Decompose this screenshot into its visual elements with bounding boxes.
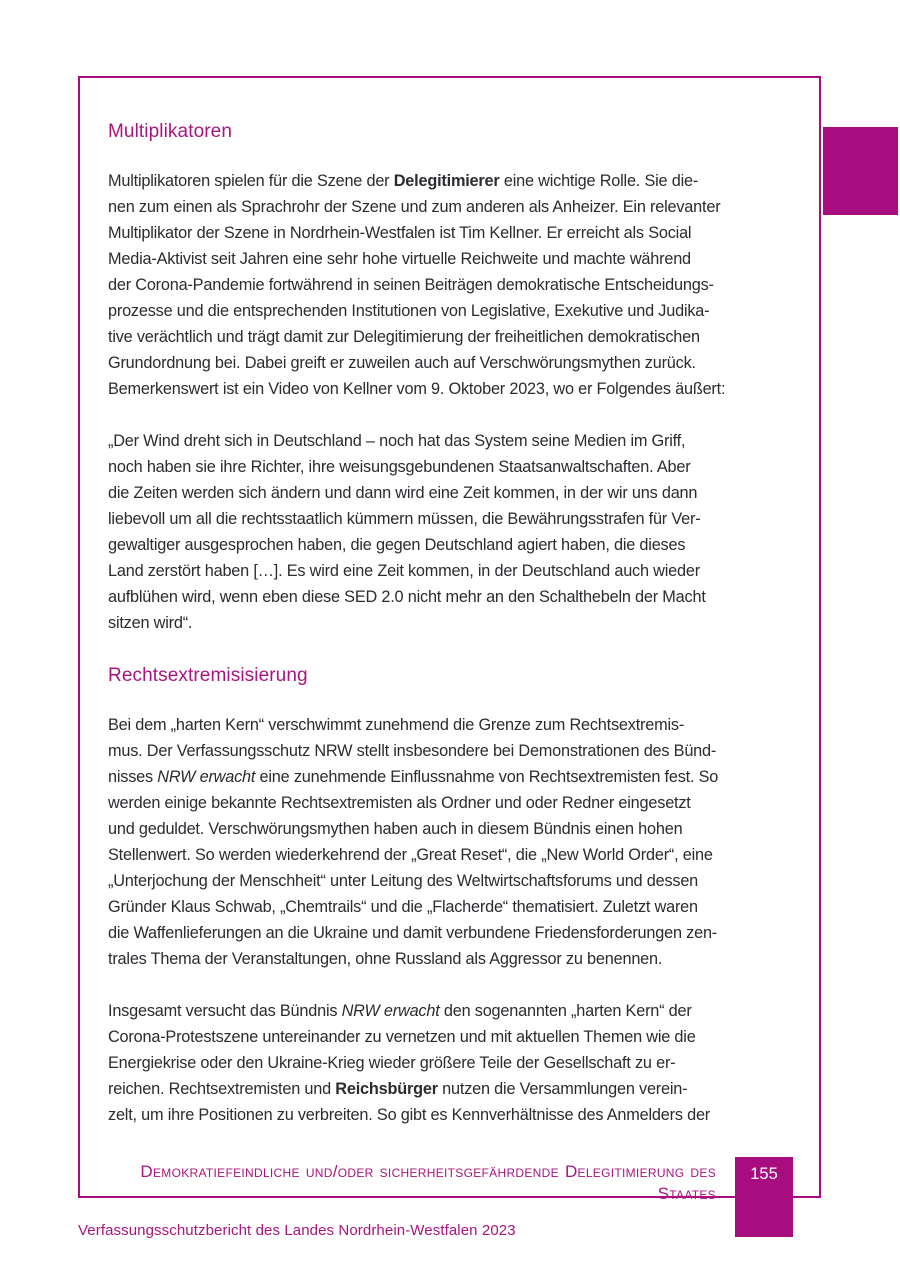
paragraph: Multiplikatoren spielen für die Szene der Delegitimierer eine wichtige Rolle. Sie die- nen zum einen als Sprachrohr der Szene und zum anderen als Anheizer. Ein relevanter Multiplikator der Szene in Nordrhein-Westfalen ist Tim Kellner. Er erreicht als Social Media-Aktivist seit Jahren eine sehr hohe virtuelle Reichweite und machte während der Corona-Pandemie fortwährend in seinen Beiträgen demokratische Entscheidungs- prozesse und die entsprechenden Institutionen von Legislative, Exekutive und Judika- tive verächtlich und trägt damit zur Delegitimierung der freiheitlichen demokratischen Grundordnung bei. Dabei greift er zuweilen auch auf Verschwörungsmythen zurück. Bemerkenswert ist ein Video von Kellner vom 9. Oktober 2023, wo er Folgendes äußert: [108,172,726,398]
section-heading: Multiplikatoren [108,121,232,142]
paragraph: Insgesamt versucht das Bündnis NRW erwacht den sogenannten „harten Kern“ der Corona-Protestszene untereinander zu vernetzen und mit aktuellen Themen wie die Energiekrise oder den Ukraine-Krieg wieder größere Teile der Gesellschaft zu er- reichen. Rechtsextremisten und Reichsbürger nutzen die Versammlungen verein- zelt, um ihre Positionen zu verbreiten. So gibt es Kennverhältnisse des Anmelders der [108,1002,711,1124]
paragraph: Bei dem „harten Kern“ verschwimmt zunehmend die Grenze zum Rechtsextremis- mus. Der Verfassungsschutz NRW stellt insbesondere bei Demonstrationen des Bünd- nisses NRW erwacht eine zunehmende Einflussnahme von Rechtsextremisten fest. So werden einige bekannte Rechtsextremisten als Ordner und oder Redner eingesetzt und geduldet. Verschwörungsmythen haben auch in diesem Bündnis einen hohen Stellenwert. So werden wiederkehrend der „Great Reset“, die „New World Order“, eine „Unterjochung der Menschheit“ unter Leitung des Weltwirtschaftsforums und dessen Gründer Klaus Schwab, „Chemtrails“ und die „Flacherde“ thematisiert. Zuletzt waren die Waffenlieferungen an die Ukraine und damit verbundene Friedensforderungen zen- trales Thema der Veranstaltungen, ohne Russland als Aggressor zu benennen. [108,716,719,968]
section-heading: Rechtsextremisisierung [108,665,308,686]
page-number: 155 [750,1165,778,1183]
page-number-badge [735,1157,793,1237]
article-body [108,120,814,1128]
paragraph: „Der Wind dreht sich in Deutschland – noch hat das System seine Medien im Griff, noch haben sie ihre Richter, ihre weisungsgebundenen Staatsanwaltschaften. Aber die Zeiten werden sich ändern und dann wird eine Zeit kommen, in der wir uns dann liebevoll um all die rechtsstaatlich kümmern müssen, die Bewährungsstrafen für Ver- gewaltiger ausgesprochen haben, die gegen Deutschland agiert haben, die dieses Land zerstört haben […]. Es wird eine Zeit kommen, in der Deutschland auch wieder aufblühen wird, wenn eben diese SED 2.0 nicht mehr an den Schalthebeln der Macht sitzen wird“. [108,432,706,632]
imprint-line: Verfassungsschutzbericht des Landes Nordrhein-Westfalen 2023 [78,1222,516,1239]
footer-chapter-caption: Demokratiefeindliche und/oder sicherheitsgefährdende Delegitimierung des Staates [140,1162,716,1203]
chapter-edge-tab [823,127,898,215]
